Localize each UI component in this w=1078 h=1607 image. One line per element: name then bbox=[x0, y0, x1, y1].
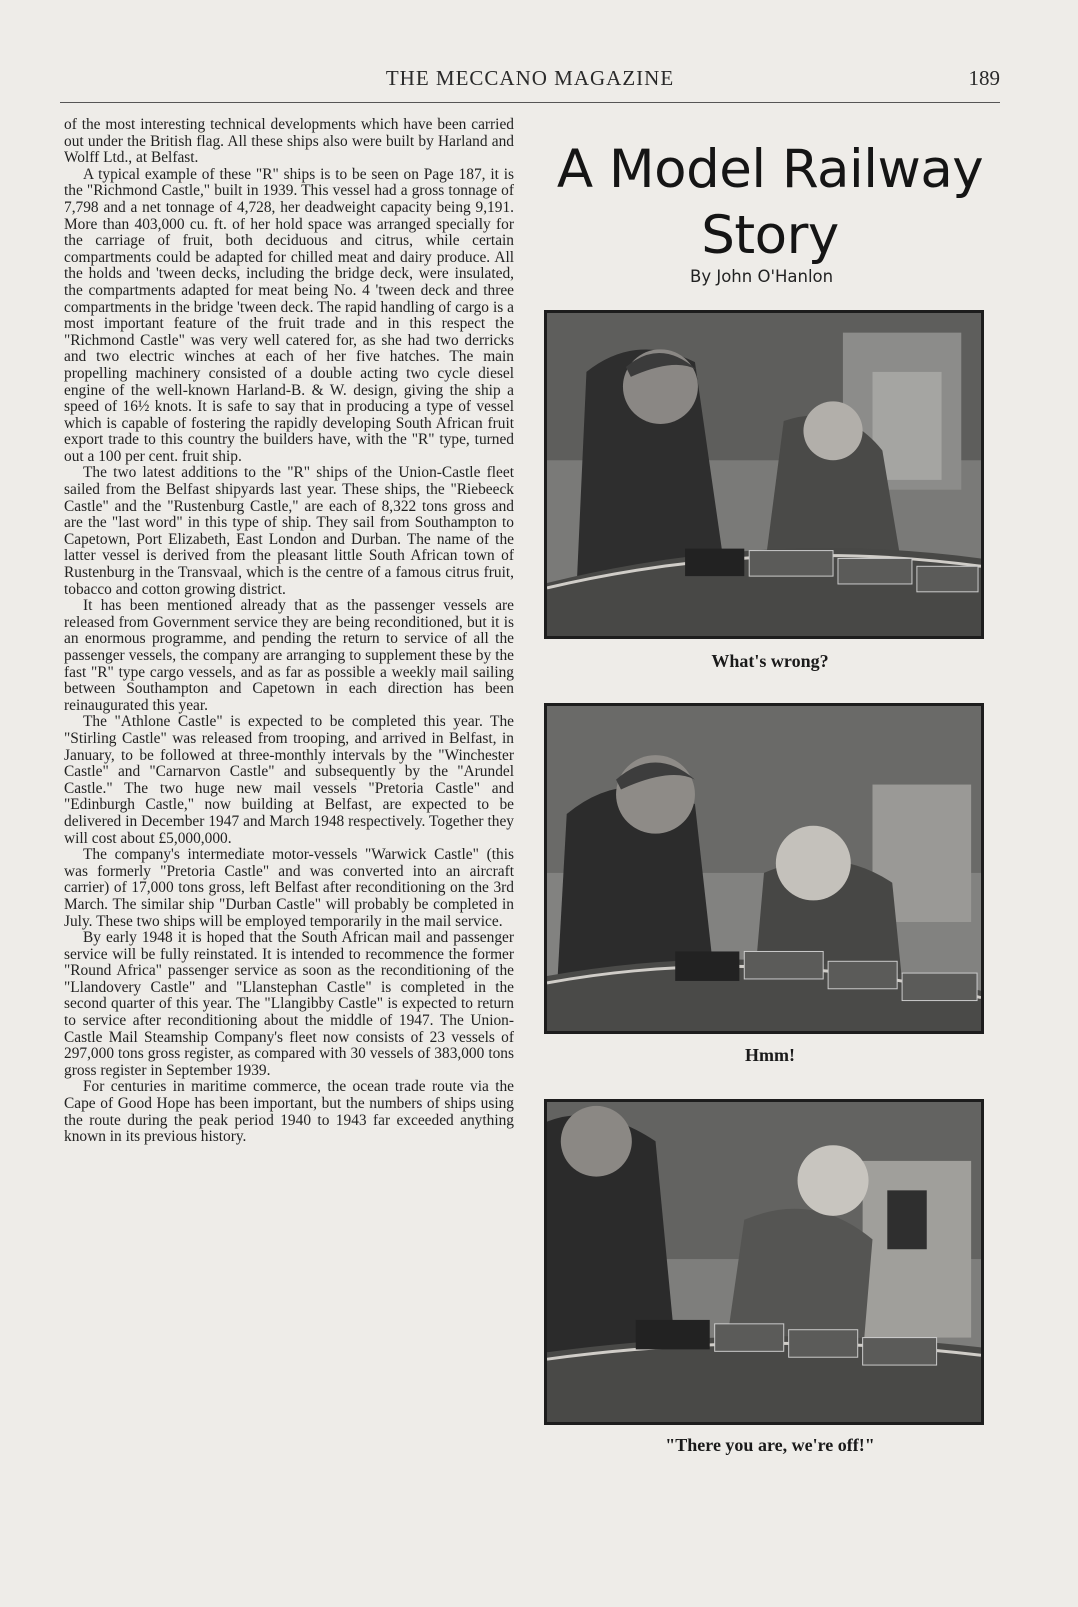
article-paragraph: The two latest additions to the "R" ships of the Union-Castle fleet sailed from the Belfast shipyards last year. These ships, the "Riebeeck Castle" and the "Rustenburg Castle," are each of 8,322 tons gross and are the "last word" in this type of ship. They sail from Southampton to Capetown, Port Elizabeth, East London and Durban. The name of the latter vessel is derived from the pleasant little South African town of Rustenburg in the Transvaal, which is the centre of a famous citrus fruit, tobacco and cotton growing district. bbox=[64, 464, 514, 598]
photo-illustration bbox=[547, 1102, 981, 1422]
page-number: 189 bbox=[968, 66, 1000, 90]
article-paragraph: The "Athlone Castle" is expected to be completed this year. The "Stirling Castle" was released from trooping, and arrived in Belfast, in January, to be followed at three-monthly intervals by the "Winchester Castle" and "Carnarvon Castle" and subsequently by the "Arundel Castle." The two huge new mail vessels "Pretoria Castle" and "Edinburgh Castle," now building at Belfast, are expected to be delivered in December 1947 and March 1948 respectively. Together they will cost about £5,000,000. bbox=[64, 713, 514, 847]
photo-boys-at-train-1 bbox=[544, 310, 984, 639]
header-rule bbox=[60, 102, 1000, 103]
article-paragraph: of the most interesting technical developments which have been carried out under the British flag. All these ships also were built by Harland and Wolff Ltd., at Belfast. bbox=[64, 116, 514, 167]
byline: By John O'Hanlon bbox=[690, 267, 834, 286]
article-paragraph: A typical example of these "R" ships is to be seen on Page 187, it is the "Richmond Castle," built in 1939. This vessel had a gross tonnage of 7,798 and a net tonnage of 4,728, her deadweight capacity being 9,191. More than 403,000 cu. ft. of her hold space was arranged specially for the carriage of fruit, both deciduous and citrus, while certain compartments could be adapted for chilled meat and dairy produce. All the holds and 'tween decks, including the bridge deck, were insulated, the compartments adapted for meat being No. 4 'tween deck and three compartments in the bridge 'tween deck. The rapid handling of cargo is a most important feature of the fruit trade and in this respect the "Richmond Castle" was very well catered for, as she had two derricks and two electric winches at each of her five hatches. The main propelling machinery consisted of a double acting two cycle diesel engine of the well-known Harland-B. & W. design, giving the ship a speed of 16½ knots. It is safe to say that in producing a type of vessel which is capable of fostering the rapidly developing South African fruit export trade to this country the builders have, with the "R" type, turned out a 100 per cent. fruit ship. bbox=[64, 165, 514, 465]
article-paragraph: The company's intermediate motor-vessels "Warwick Castle" (this was formerly "Pretoria Castle" and was converted into an aircraft carrier) of 17,000 tons gross, left Belfast after reconditioning on the 3rd March. The similar ship "Durban Castle" will probably be completed in July. These two ships will be employed temporarily in the mail service. bbox=[64, 846, 514, 930]
photo-boys-at-train-3 bbox=[544, 1099, 984, 1425]
photo-caption: Hmm! bbox=[745, 1045, 795, 1065]
photo-boys-at-train-2 bbox=[544, 703, 984, 1034]
feature-column bbox=[540, 117, 1000, 1517]
feature-title: A Model Railway Story bbox=[556, 139, 984, 266]
article-column bbox=[64, 117, 514, 1517]
article-paragraph: For centuries in maritime commerce, the ocean trade route via the Cape of Good Hope has been important, but the numbers of ships using the route during the peak period 1940 to 1943 far exceeded anything known in its previous history. bbox=[64, 1078, 514, 1146]
photo-caption: What's wrong? bbox=[711, 651, 829, 671]
photo-caption: "There you are, we're off!" bbox=[665, 1435, 875, 1455]
running-head bbox=[60, 66, 1000, 100]
photo-illustration bbox=[547, 706, 981, 1031]
article-paragraph: By early 1948 it is hoped that the South African mail and passenger service will be fully reinstated. It is intended to recommence the former "Round Africa" passenger service as soon as the reconditioning of the "Llandovery Castle" and "Llanstephan Castle" is completed in the second quarter of this year. The "Llangibby Castle" is expected to return to service after reconditioning about the middle of 1947. The Union-Castle Mail Steamship Company's fleet now consists of 23 vessels of 297,000 tons gross register, as compared with 30 vessels of 383,000 tons gross register in September 1939. bbox=[64, 929, 514, 1079]
magazine-title: THE MECCANO MAGAZINE bbox=[385, 66, 675, 90]
article-paragraph: It has been mentioned already that as the passenger vessels are released from Government service they are being reconditioned, but it is an enormous programme, and pending the return to service of all the passenger vessels, the company are arranging to supplement these by the fast "R" type cargo vessels, and as far as possible a weekly mail sailing between Southampton and Capetown in each direction has been reinaugurated this year. bbox=[64, 597, 514, 714]
photo-illustration bbox=[547, 313, 981, 636]
